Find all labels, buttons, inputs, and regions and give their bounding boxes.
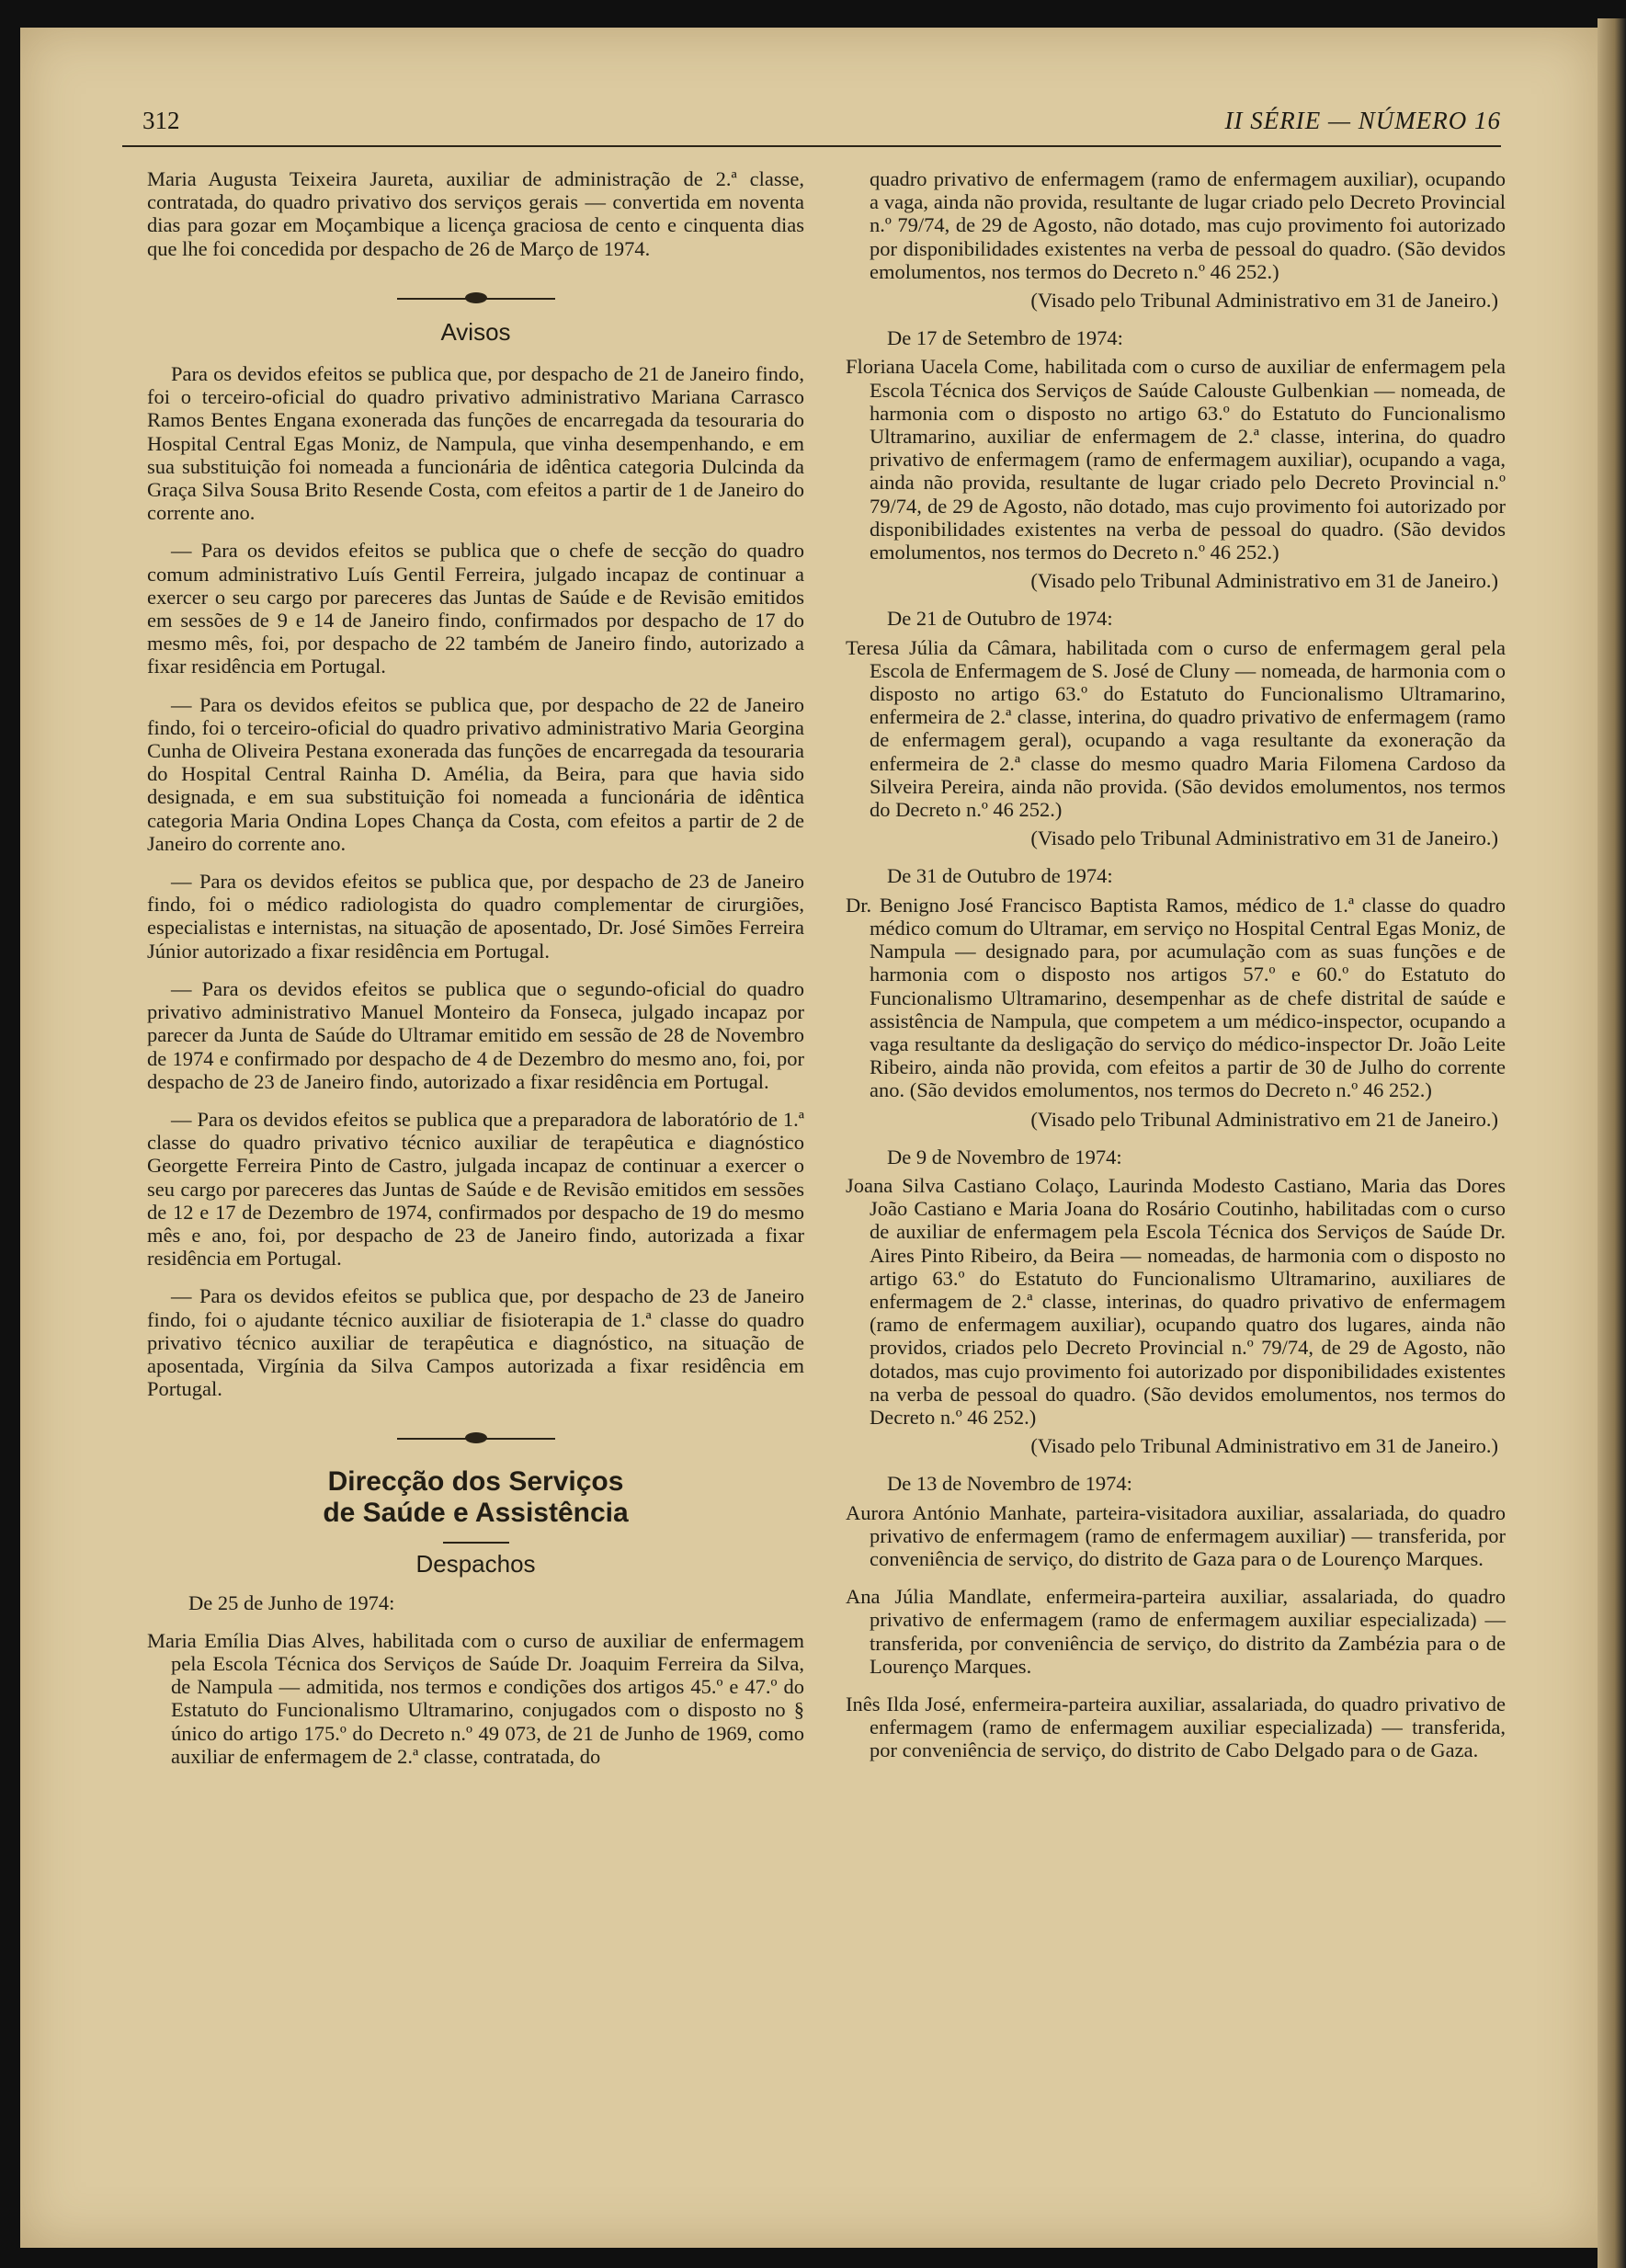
despacho-entry: Teresa Júlia da Câmara, habilitada com o curso de enfermagem geral pela Escola de Enfermagem de S. José de Cluny — nomeada, de harmonia com o disposto no artigo 63.º do Estatuto do Funcionalismo Ultramarino, enfermeira de 2.ª classe, interina, do quadro privativo de enfermagem (ramo de enfermagem geral), ocupando a vaga resultante da exoneração da enfermeira de 2.ª classe do mesmo quadro Maria Filomena Cardoso da Silveira Pereira, ainda não provida. (São devidos emolumentos, nos termos do Decreto n.º 46 252.) bbox=[846, 635, 1506, 822]
left-column bbox=[147, 167, 804, 1768]
visado-note: (Visado pelo Tribunal Administrativo em 31 de Janeiro.) bbox=[1030, 569, 1498, 593]
despachos-heading: Despachos bbox=[415, 1550, 536, 1578]
section-title bbox=[147, 1466, 804, 1529]
aviso-paragraph: — Para os devidos efeitos se publica que, por despacho de 23 de Janeiro findo, foi o ajudante técnico auxiliar de fisioterapia de 1.ª classe do quadro privativo técnico auxiliar de terapêutica e diagnóstico, na situação de aposentada, Virgínia da Silva Campos autorizada a fixar residência em Portugal. bbox=[147, 1284, 804, 1401]
separator-ornament bbox=[397, 288, 555, 310]
visado-note: (Visado pelo Tribunal Administrativo em 31 de Janeiro.) bbox=[1030, 1434, 1498, 1458]
visado-note: (Visado pelo Tribunal Administrativo em 31 de Janeiro.) bbox=[1030, 289, 1498, 313]
aviso-paragraph: — Para os devidos efeitos se publica que, por despacho de 22 de Janeiro findo, foi o terceiro-oficial do quadro privativo administrativo Maria Georgina Cunha de Oliveira Pestana exonerada das funções de encarregada da tesouraria do Hospital Central Rainha D. Amélia, da Beira, para que havia sido designada, e em sua substituição foi nomeada a funcionária de idêntica categoria Maria Ondina Lopes Chança da Costa, com efeitos a partir de 2 de Janeiro do corrente ano. bbox=[147, 692, 804, 855]
continuation-paragraph: quadro privativo de enfermagem (ramo de enfermagem auxiliar), ocupando a vaga, ainda não provida, resultante de lugar criado pelo Decreto Provincial n.º 79/74, de 29 de Agosto, não dotado, mas cujo provimento foi autorizado por disponibilidades existentes na verba de pessoal do quadro. (São devidos emolumentos, nos termos do Decreto n.º 46 252.) bbox=[870, 167, 1506, 283]
intro-paragraph: Maria Augusta Teixeira Jaureta, auxiliar de administração de 2.ª classe, contratada, do quadro privativo dos serviços gerais — convertida em noventa dias para gozar em Moçambique a licença graciosa de cento e cinquenta dias que lhe foi concedida por despacho de 26 de Março de 1974. bbox=[147, 167, 804, 260]
aviso-paragraph: — Para os devidos efeitos se publica que a preparadora de laboratório de 1.ª classe do quadro privativo técnico auxiliar de terapêutica e diagnóstico Georgette Ferreira Pinto de Castro, julgada incapaz de continuar a exercer o seu cargo por pareceres das Juntas de Saúde e de Revisão emitidos em sessões de 12 e 17 de Dezembro de 1974, confirmados por despacho de 19 do mesmo mês e ano, foi, por despacho de 23 de Janeiro findo, autorizada a fixar residência em Portugal. bbox=[147, 1107, 804, 1271]
visado-note: (Visado pelo Tribunal Administrativo em 21 de Janeiro.) bbox=[1030, 1107, 1498, 1131]
aviso-paragraph: — Para os devidos efeitos se publica que o chefe de secção do quadro comum administrativo Luís Gentil Ferreira, julgado incapaz de continuar a exercer o seu cargo por pareceres das Juntas de Saúde e de Revisão emitidos em sessões de 9 e 14 de Janeiro findo, confirmados por despacho de 17 do mesmo mês, foi, por despacho de 22 também de Janeiro findo, autorizado a fixar residência em Portugal. bbox=[147, 539, 804, 678]
despacho-entry: Maria Emília Dias Alves, habilitada com o curso de auxiliar de enfermagem pela Escola Técnica dos Serviços de Saúde Dr. Joaquim Ferreira da Silva, de Nampula — admitida, nos termos e condições dos artigos 45.º e 47.º do Estatuto do Funcionalismo Ultramarino, conjugados com o disposto no § único do artigo 175.º do Decreto n.º 49 073, de 21 de Junho de 1969, como auxiliar de enfermagem de 2.ª classe, contratada, do bbox=[147, 1628, 804, 1768]
visado-note: (Visado pelo Tribunal Administrativo em 31 de Janeiro.) bbox=[1030, 826, 1498, 850]
dateline: De 13 de Novembro de 1974: bbox=[887, 1472, 1132, 1496]
avisos-heading: Avisos bbox=[440, 317, 511, 346]
despacho-entry: Dr. Benigno José Francisco Baptista Ramos, médico de 1.ª classe do quadro médico comum do Ultramar, em serviço no Hospital Central Egas Moniz, de Nampula — designado para, por acumulação com as suas funções e de harmonia com o disposto nos artigos 57.º e 60.º do Estatuto do Funcionalismo Ultramarino, desempenhar as de chefe distrital de saúde e assistência de Nampula, que competem a um médico-inspector, ocupando a vaga resultante da desligação do serviço do médico-inspector Dr. João Leite Ribeiro, ainda não provida, com efeitos a partir de 30 de Julho do corrente ano. (São devidos emolumentos, nos termos do Decreto n.º 46 252.) bbox=[846, 893, 1506, 1102]
dateline: De 21 de Outubro de 1974: bbox=[887, 607, 1113, 631]
dateline: De 31 de Outubro de 1974: bbox=[887, 864, 1113, 888]
page-number: 312 bbox=[142, 107, 180, 134]
right-column bbox=[846, 167, 1506, 1762]
aviso-paragraph: — Para os devidos efeitos se publica que, por despacho de 23 de Janeiro findo, foi o médico radiologista do quadro complementar de cirurgiões, especialistas e internistas, na situação de aposentado, Dr. José Simões Ferreira Júnior autorizado a fixar residência em Portugal. bbox=[147, 870, 804, 963]
section-rule bbox=[443, 1542, 509, 1544]
series-number: II SÉRIE — NÚMERO 16 bbox=[1224, 107, 1501, 134]
dateline: De 17 de Setembro de 1974: bbox=[887, 326, 1123, 350]
binding-edge bbox=[1598, 18, 1626, 2268]
despacho-entry: Floriana Uacela Come, habilitada com o curso de auxiliar de enfermagem pela Escola Técnica dos Serviços de Saúde Calouste Gulbenkian — nomeada, de harmonia com o disposto no artigo 63.º do Estatuto do Funcionalismo Ultramarino, auxiliar de enfermagem de 2.ª classe, interina, do quadro privativo de enfermagem (ramo de enfermagem auxiliar), ocupando a vaga, ainda não provida, resultante de lugar criado pelo Decreto Provincial n.º 79/74, de 29 de Agosto, não dotado, mas cujo provimento foi autorizado por disponibilidades existentes na verba de pessoal do quadro. (São devidos emolumentos, nos termos do Decreto n.º 46 252.) bbox=[846, 355, 1506, 564]
despacho-entry: Inês Ilda José, enfermeira-parteira auxiliar, assalariada, do quadro privativo de enfermagem (ramo de enfermagem auxiliar especializada) — transferida, por conveniência de serviço, do distrito de Cabo Delgado para o de Gaza. bbox=[846, 1692, 1506, 1762]
section-title-line-2: de Saúde e Assistência bbox=[323, 1498, 629, 1529]
despacho-entry: Ana Júlia Mandlate, enfermeira-parteira auxiliar, assalariada, do quadro privativo de enfermagem (ramo de enfermagem auxiliar especializada) — transferida, por conveniência de serviço, do distrito da Zambézia para o de Lourenço Marques. bbox=[846, 1585, 1506, 1678]
despacho-entry: Aurora António Manhate, parteira-visitadora auxiliar, assalariada, do quadro privativo de enfermagem (ramo de enfermagem auxiliar) — transferida, por conveniência de serviço, do distrito de Gaza para o de Lourenço Marques. bbox=[846, 1500, 1506, 1570]
separator-ornament bbox=[397, 1428, 555, 1450]
dateline: De 25 de Junho de 1974: bbox=[188, 1590, 395, 1614]
aviso-paragraph: — Para os devidos efeitos se publica que o segundo-oficial do quadro privativo administrativo Manuel Monteiro da Fonseca, julgado incapaz por parecer da Junta de Saúde do Ultramar emitido em sessão de 28 de Novembro de 1974 e confirmado por despacho de 4 de Dezembro do mesmo ano, foi, por despacho de 23 de Janeiro findo, autorizado a fixar residência em Portugal. bbox=[147, 976, 804, 1093]
dateline: De 9 de Novembro de 1974: bbox=[887, 1145, 1122, 1168]
page-header bbox=[122, 103, 1501, 147]
aviso-paragraph: Para os devidos efeitos se publica que, por despacho de 21 de Janeiro findo, foi o terceiro-oficial do quadro privativo administrativo Mariana Carrasco Ramos Bentes Engana exonerada das funções de encarregada da tesouraria do Hospital Central Egas Moniz, de Nampula, que vinha desempenhando, e em sua substituição foi nomeada a funcionária de idêntica categoria Dulcinda da Graça Silva Sousa Brito Resende Costa, com efeitos a partir de 1 de Janeiro do corrente ano. bbox=[147, 362, 804, 525]
despacho-entry: Joana Silva Castiano Colaço, Laurinda Modesto Castiano, Maria das Dores João Castiano e Maria Joana do Rosário Coutinho, habilitadas com o curso de auxiliar de enfermagem pela Escola Técnica dos Serviços de Saúde Dr. Aires Pinto Ribeiro, da Beira — nomeadas, de harmonia com o disposto no artigo 63.º do Estatuto do Funcionalismo Ultramarino, auxiliares de enfermagem de 2.ª classe, interinas, do quadro privativo de enfermagem (ramo de enfermagem auxiliar), ocupando quatro dos lugares, ainda não providos, criados pelo Decreto Provincial n.º 79/74, de 29 de Agosto, não dotados, mas cujo provimento foi autorizado por disponibilidades existentes na verba de pessoal do quadro. (São devidos emolumentos, nos termos do Decreto n.º 46 252.) bbox=[846, 1173, 1506, 1429]
section-title-line-1: Direcção dos Serviços bbox=[327, 1466, 624, 1498]
